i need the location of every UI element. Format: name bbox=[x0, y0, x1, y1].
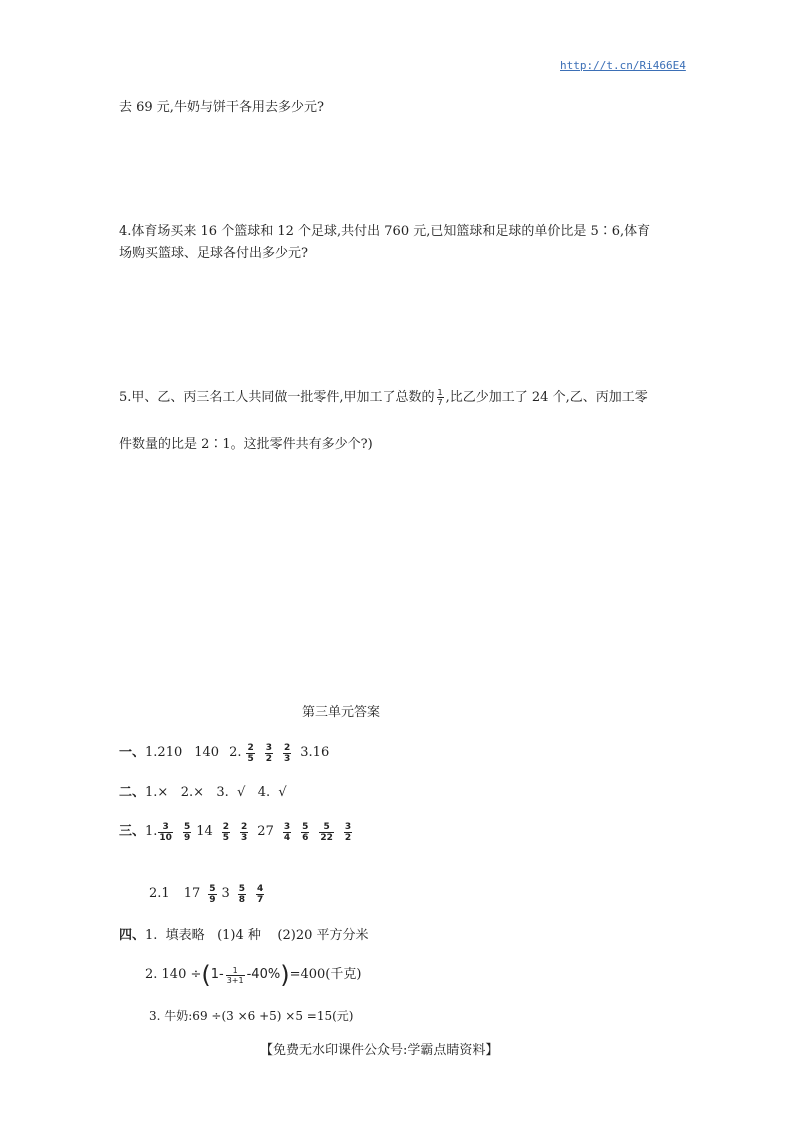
fraction-denominator: 7 bbox=[257, 894, 264, 905]
fraction-numerator: 5 bbox=[209, 883, 216, 894]
fraction-denominator: 6 bbox=[302, 832, 309, 843]
s3-2-fraction-3 bbox=[256, 884, 264, 905]
s3-n2: 27 bbox=[257, 824, 274, 839]
s3-2-b: 17 bbox=[183, 886, 201, 901]
fraction-denominator: 2 bbox=[265, 753, 272, 764]
s1-fraction-1 bbox=[246, 743, 254, 764]
s4-one-minus: 1- bbox=[210, 967, 224, 982]
fraction-numerator: 5 bbox=[238, 883, 246, 894]
fraction-denominator: 4 bbox=[283, 832, 291, 843]
s3-fraction-6 bbox=[301, 822, 309, 843]
answer-section-1 bbox=[119, 739, 329, 767]
fraction-denominator: 10 bbox=[159, 832, 172, 843]
fraction-denominator: 8 bbox=[238, 894, 246, 905]
s3-2-fraction-1 bbox=[208, 884, 216, 905]
s3-n1: 14 bbox=[196, 824, 213, 839]
question-3-tail: 去 69 元,牛奶与饼干各用去多少元? bbox=[119, 100, 324, 115]
s2-text: 1.× 2.× 3. √ 4. √ bbox=[145, 785, 287, 800]
s3-fraction-1 bbox=[158, 822, 173, 843]
open-paren-icon: ( bbox=[201, 961, 211, 989]
s1-fraction-3 bbox=[283, 743, 291, 764]
answer-section-4-line-2 bbox=[145, 960, 361, 990]
s1-fraction-2 bbox=[265, 743, 273, 764]
s3-2-c: 3 bbox=[221, 886, 230, 901]
fraction-numerator: 2 bbox=[241, 821, 248, 832]
fraction-denominator: 3 bbox=[284, 753, 291, 764]
fraction-denominator: 9 bbox=[183, 832, 191, 843]
header-url-link[interactable]: http://t.cn/Ri466E4 bbox=[560, 59, 686, 72]
s1-a: 1.210 bbox=[145, 745, 183, 760]
s3-2-fraction-2 bbox=[238, 884, 246, 905]
s4-line-2-post: =400(千克) bbox=[289, 967, 362, 982]
s4-line-2-pre: 2. 140 ÷ bbox=[145, 967, 202, 982]
question-5-text-b: ,比乙少加工了 24 个,乙、丙加工零 bbox=[445, 390, 648, 405]
s1-c: 2. bbox=[229, 745, 242, 760]
fraction-numerator: 1 bbox=[437, 388, 443, 397]
fraction-numerator: 1 bbox=[232, 965, 238, 975]
fraction-numerator: 2 bbox=[222, 821, 230, 832]
fraction-denominator: 7 bbox=[437, 398, 443, 407]
s3-fraction-7 bbox=[319, 822, 334, 843]
question-5-text-a: 5.甲、乙、丙三名工人共同做一批零件,甲加工了总数的 bbox=[119, 390, 435, 405]
section-4-label: 四、 bbox=[119, 928, 146, 943]
fraction-numerator: 2 bbox=[247, 742, 254, 753]
footer-notice: 【免费无水印课件公众号:学霸点睛资料】 bbox=[260, 1043, 499, 1058]
answer-section-2 bbox=[119, 784, 287, 802]
question-4-line-1: 4.体育场买来 16 个篮球和 12 个足球,共付出 760 元,已知篮球和足球的单价比是 5∶6,体育 bbox=[119, 224, 651, 239]
s1-b: 140 bbox=[194, 745, 220, 760]
section-2-label: 二、 bbox=[119, 785, 146, 800]
fraction-denominator: 3+1 bbox=[226, 975, 244, 985]
answers-title: 第三单元答案 bbox=[302, 705, 381, 720]
fraction-numerator: 5 bbox=[183, 821, 191, 832]
s1-d: 3.16 bbox=[300, 745, 330, 760]
s3-fraction-2 bbox=[183, 822, 191, 843]
s4-fraction bbox=[226, 966, 245, 985]
s3-2-a: 2.1 bbox=[149, 886, 170, 901]
fraction-numerator: 3 bbox=[265, 742, 272, 753]
s4-line-1-text: 1. 填表略 (1)4 种 (2)20 平方分米 bbox=[145, 928, 369, 943]
fraction-numerator: 5 bbox=[302, 821, 309, 832]
s3-fraction-8 bbox=[344, 822, 352, 843]
fraction-denominator: 22 bbox=[320, 832, 333, 843]
fraction-one-seventh bbox=[437, 388, 444, 407]
fraction-denominator: 5 bbox=[247, 753, 254, 764]
question-5-line-1 bbox=[119, 388, 648, 407]
section-3-label: 三、 bbox=[119, 824, 146, 839]
answer-section-4-line-1 bbox=[119, 927, 369, 945]
fraction-numerator: 5 bbox=[323, 821, 330, 832]
fraction-numerator: 3 bbox=[283, 821, 291, 832]
answer-section-3-line-2 bbox=[149, 880, 269, 908]
fraction-numerator: 4 bbox=[257, 883, 264, 894]
fraction-denominator: 9 bbox=[209, 894, 216, 905]
s3-prefix: 1. bbox=[145, 824, 158, 839]
s3-fraction-3 bbox=[222, 822, 230, 843]
fraction-denominator: 2 bbox=[344, 832, 352, 843]
section-1-label: 一、 bbox=[119, 745, 146, 760]
answer-section-4-line-3: 3. 牛奶:69 ÷(3 ×6 +5) ×5 =15(元) bbox=[149, 1009, 354, 1023]
fraction-numerator: 2 bbox=[284, 742, 291, 753]
fraction-numerator: 3 bbox=[344, 821, 352, 832]
fraction-denominator: 5 bbox=[222, 832, 230, 843]
question-4-line-2: 场购买篮球、足球各付出多少元? bbox=[119, 246, 308, 261]
fraction-numerator: 3 bbox=[162, 821, 169, 832]
s3-fraction-5 bbox=[283, 822, 291, 843]
s4-percent: -40% bbox=[246, 967, 281, 982]
fraction-denominator: 3 bbox=[241, 832, 248, 843]
s3-fraction-4 bbox=[240, 822, 248, 843]
close-paren-icon: ) bbox=[280, 961, 290, 989]
answer-section-3 bbox=[119, 818, 357, 846]
question-5-line-2: 件数量的比是 2∶1。这批零件共有多少个?) bbox=[119, 437, 373, 452]
